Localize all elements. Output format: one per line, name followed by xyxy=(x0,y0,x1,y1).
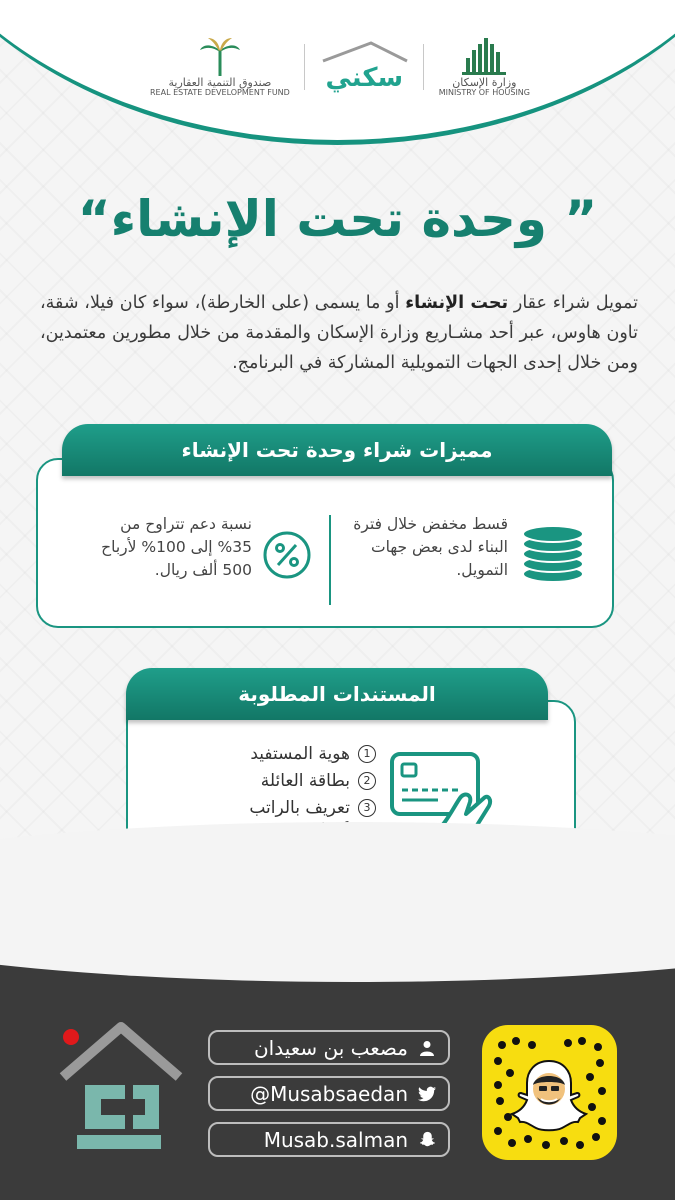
ministry-logo xyxy=(439,36,530,98)
roof-icon xyxy=(319,41,409,63)
user-icon xyxy=(418,1039,436,1057)
feature-support-ratio: نسبة دعم تتراوح من 35% إلى 100% لأرباح 500 ألف ريال. xyxy=(101,515,252,579)
fund-logo xyxy=(150,36,290,98)
fund-name-en: REAL ESTATE DEVELOPMENT FUND xyxy=(150,88,290,98)
sakani-logo xyxy=(319,41,409,93)
snapcode[interactable] xyxy=(482,1025,617,1160)
footer-wave-white xyxy=(0,822,675,982)
document-label: تعريف بالراتب xyxy=(249,797,350,818)
fund-name-ar: صندوق التنمية العقارية xyxy=(168,76,272,90)
logo-divider xyxy=(304,44,305,90)
twitter-icon xyxy=(418,1085,436,1103)
house-logo-icon xyxy=(55,1015,185,1165)
snapcode-dots xyxy=(482,1025,617,1160)
features-heading-text: مميزات شراء وحدة تحت الإنشاء xyxy=(181,438,493,462)
item-number: 3 xyxy=(358,799,376,817)
features-heading xyxy=(62,424,612,476)
item-number: 1 xyxy=(358,745,376,763)
list-item xyxy=(236,740,376,767)
ministry-building-icon xyxy=(460,36,508,76)
logo-bar xyxy=(150,22,530,112)
documents-heading-text: المستندات المطلوبة xyxy=(238,682,436,706)
intro-part-1: تمويل شراء عقار xyxy=(508,292,638,313)
percent-icon xyxy=(262,530,312,580)
document-label: بطاقة العائلة xyxy=(260,770,350,791)
feature-reduced-installment: قسط مخفض خلال فترة البناء لدى بعض جهات التمويل. xyxy=(353,515,508,579)
documents-heading xyxy=(126,668,548,720)
ministry-name-ar: وزارة الإسكان xyxy=(452,76,517,90)
document-label: هوية المستفيد xyxy=(250,743,350,764)
item-number: 2 xyxy=(358,772,376,790)
snapchat-handle[interactable]: Musab.salman xyxy=(263,1127,408,1152)
logo-divider-2 xyxy=(423,44,424,90)
snapchat-link[interactable] xyxy=(208,1122,450,1157)
name-badge xyxy=(208,1030,450,1065)
features-divider xyxy=(329,515,331,605)
coins-icon xyxy=(520,522,586,584)
snapchat-icon xyxy=(418,1131,436,1149)
intro-paragraph xyxy=(40,288,638,378)
twitter-handle[interactable]: @Musabsaedan xyxy=(250,1081,408,1106)
intro-part-2: أو ما يسمى (على الخارطة)، سواء كان فيلا، شقة، تاون هاوس، عبر أحد مشـاريع وزارة الإسكان والمقدمة من خلال مطورين معتمدين، ومن خلال إحدى الجهات التمويلية المشاركة في البرنامج. xyxy=(40,292,638,373)
intro-highlight: تحت الإنشاء xyxy=(405,292,509,313)
palm-icon xyxy=(198,36,242,76)
list-item xyxy=(236,767,376,794)
sakani-wordmark: سكني xyxy=(325,63,404,93)
twitter-link[interactable] xyxy=(208,1076,450,1111)
author-name: مصعب بن سعيدان xyxy=(253,1035,408,1060)
ministry-name-en: MINISTRY OF HOUSING xyxy=(438,88,530,98)
page-title: ” وحدة تحت الإنشاء“ xyxy=(77,190,598,248)
